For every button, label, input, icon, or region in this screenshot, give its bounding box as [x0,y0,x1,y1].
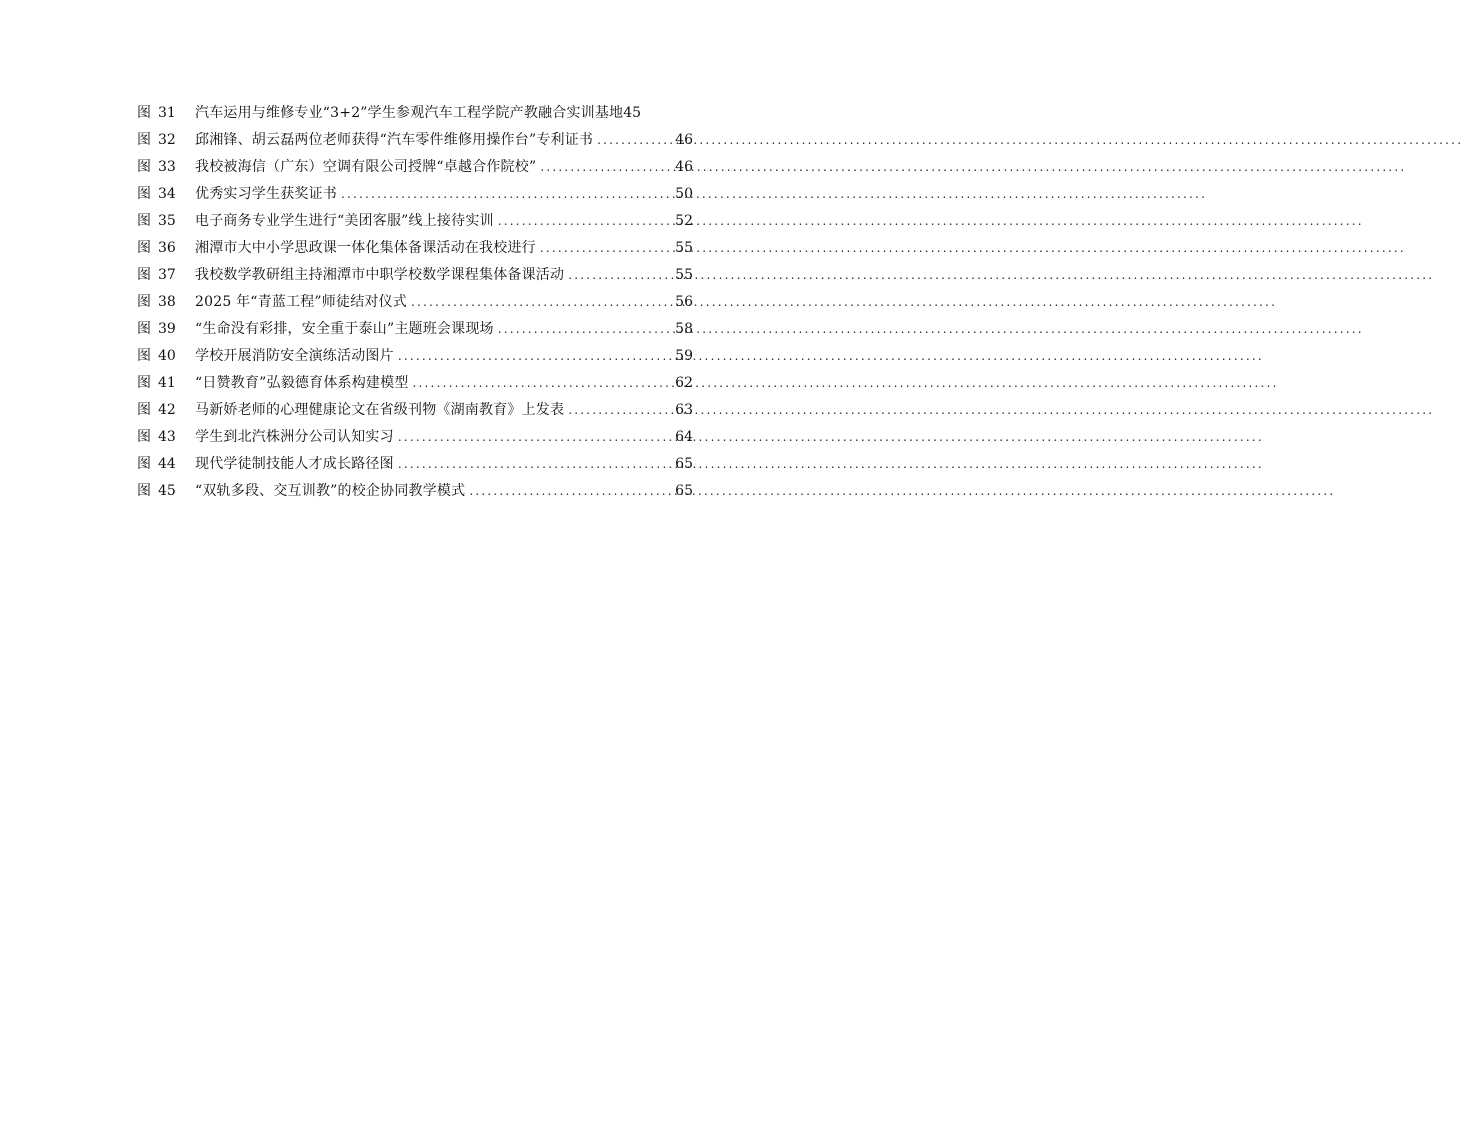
page-number: 45 [623,105,642,121]
figure-title: “生命没有彩排，安全重于泰山”主题班会课现场 [195,321,494,337]
page-number: 62 [675,375,693,391]
toc-entry[interactable] [137,397,693,424]
figure-title: 汽车运用与维修专业“3+2”学生参观汽车工程学院产教融合实训基地 [195,105,624,121]
figure-title: 电子商务专业学生进行“美团客服”线上接待实训 [195,213,494,229]
toc-entry[interactable] [137,235,693,262]
page-number: 58 [675,321,693,337]
figure-title: 邱湘锋、胡云磊两位老师获得“汽车零件维修用操作台”专利证书 [195,132,594,148]
dot-leader [597,127,671,154]
figure-title: 现代学徒制技能人才成长路径图 [195,456,394,472]
figure-label: 图 35 [137,213,176,229]
toc-entry[interactable] [137,370,693,397]
page-number: 55 [675,267,693,283]
page-number: 65 [675,483,693,499]
page-number: 55 [675,240,693,256]
figure-title: 湘潭市大中小学思政课一体化集体备课活动在我校进行 [195,240,536,256]
toc-entry[interactable] [137,127,693,154]
dot-leader [540,154,671,181]
toc-entry[interactable] [137,451,693,478]
dot-leader [398,343,671,370]
dot-leader [540,235,671,262]
figure-title: 学校开展消防安全演练活动图片 [195,348,394,364]
figure-title: 学生到北汽株洲分公司认知实习 [195,429,394,445]
figure-label: 图 31 [137,105,176,121]
dot-leader [568,262,671,289]
figure-number: 31 [158,105,176,121]
figure-number: 35 [158,213,176,229]
figure-title: 2025 年“青蓝工程”师徒结对仪式 [195,294,407,310]
figure-label: 图 44 [137,456,176,472]
toc-entry[interactable] [137,208,693,235]
figure-number: 42 [158,402,176,418]
figure-number: 32 [158,132,176,148]
figure-label: 图 36 [137,240,176,256]
toc-entry[interactable] [137,100,693,127]
page-number: 56 [675,294,693,310]
figure-label: 图 33 [137,159,176,175]
figure-number: 39 [158,321,176,337]
figure-number: 44 [158,456,176,472]
dot-leader [413,370,672,397]
figure-number: 45 [158,483,176,499]
figure-number: 37 [158,267,176,283]
toc-entry[interactable] [137,154,693,181]
figure-number: 36 [158,240,176,256]
figure-label: 图 40 [137,348,176,364]
figure-label: 图 37 [137,267,176,283]
page-number: 64 [675,429,693,445]
figure-title: “日赞教育”弘毅德育体系构建模型 [195,375,409,391]
dot-leader [568,397,671,424]
figure-number: 40 [158,348,176,364]
figure-label: 图 39 [137,321,176,337]
figure-number: 33 [158,159,176,175]
dot-leader [498,208,671,235]
figure-title: 马新娇老师的心理健康论文在省级刊物《湖南教育》上发表 [195,402,565,418]
dot-leader [469,478,671,505]
figure-number: 43 [158,429,176,445]
page-number: 46 [675,159,693,175]
toc-entry[interactable] [137,262,693,289]
figure-label: 图 45 [137,483,176,499]
page-number: 65 [675,456,693,472]
figure-label: 图 38 [137,294,176,310]
page-number: 63 [675,402,693,418]
figure-label: 图 41 [137,375,176,391]
figure-title: 优秀实习学生获奖证书 [195,186,337,202]
figure-title: 我校数学教研组主持湘潭市中职学校数学课程集体备课活动 [195,267,565,283]
figure-label: 图 42 [137,402,176,418]
figure-number: 34 [158,186,176,202]
dot-leader [341,181,671,208]
toc-entry[interactable] [137,181,693,208]
page-number: 46 [675,132,693,148]
toc-entry[interactable] [137,478,693,505]
toc-entry[interactable] [137,343,693,370]
figure-title: “双轨多段、交互训教”的校企协同教学模式 [195,483,466,499]
figure-list [137,100,693,505]
figure-label: 图 34 [137,186,176,202]
figure-label: 图 43 [137,429,176,445]
dot-leader [398,451,671,478]
figure-number: 38 [158,294,176,310]
page-number: 50 [675,186,693,202]
dot-leader [498,316,671,343]
toc-entry[interactable] [137,424,693,451]
toc-entry[interactable] [137,316,693,343]
figure-number: 41 [158,375,176,391]
toc-entry[interactable] [137,289,693,316]
figure-label: 图 32 [137,132,176,148]
dot-leader [398,424,671,451]
page-number: 52 [675,213,693,229]
page-number: 59 [675,348,693,364]
figure-title: 我校被海信（广东）空调有限公司授牌“卓越合作院校” [195,159,537,175]
dot-leader [411,289,671,316]
